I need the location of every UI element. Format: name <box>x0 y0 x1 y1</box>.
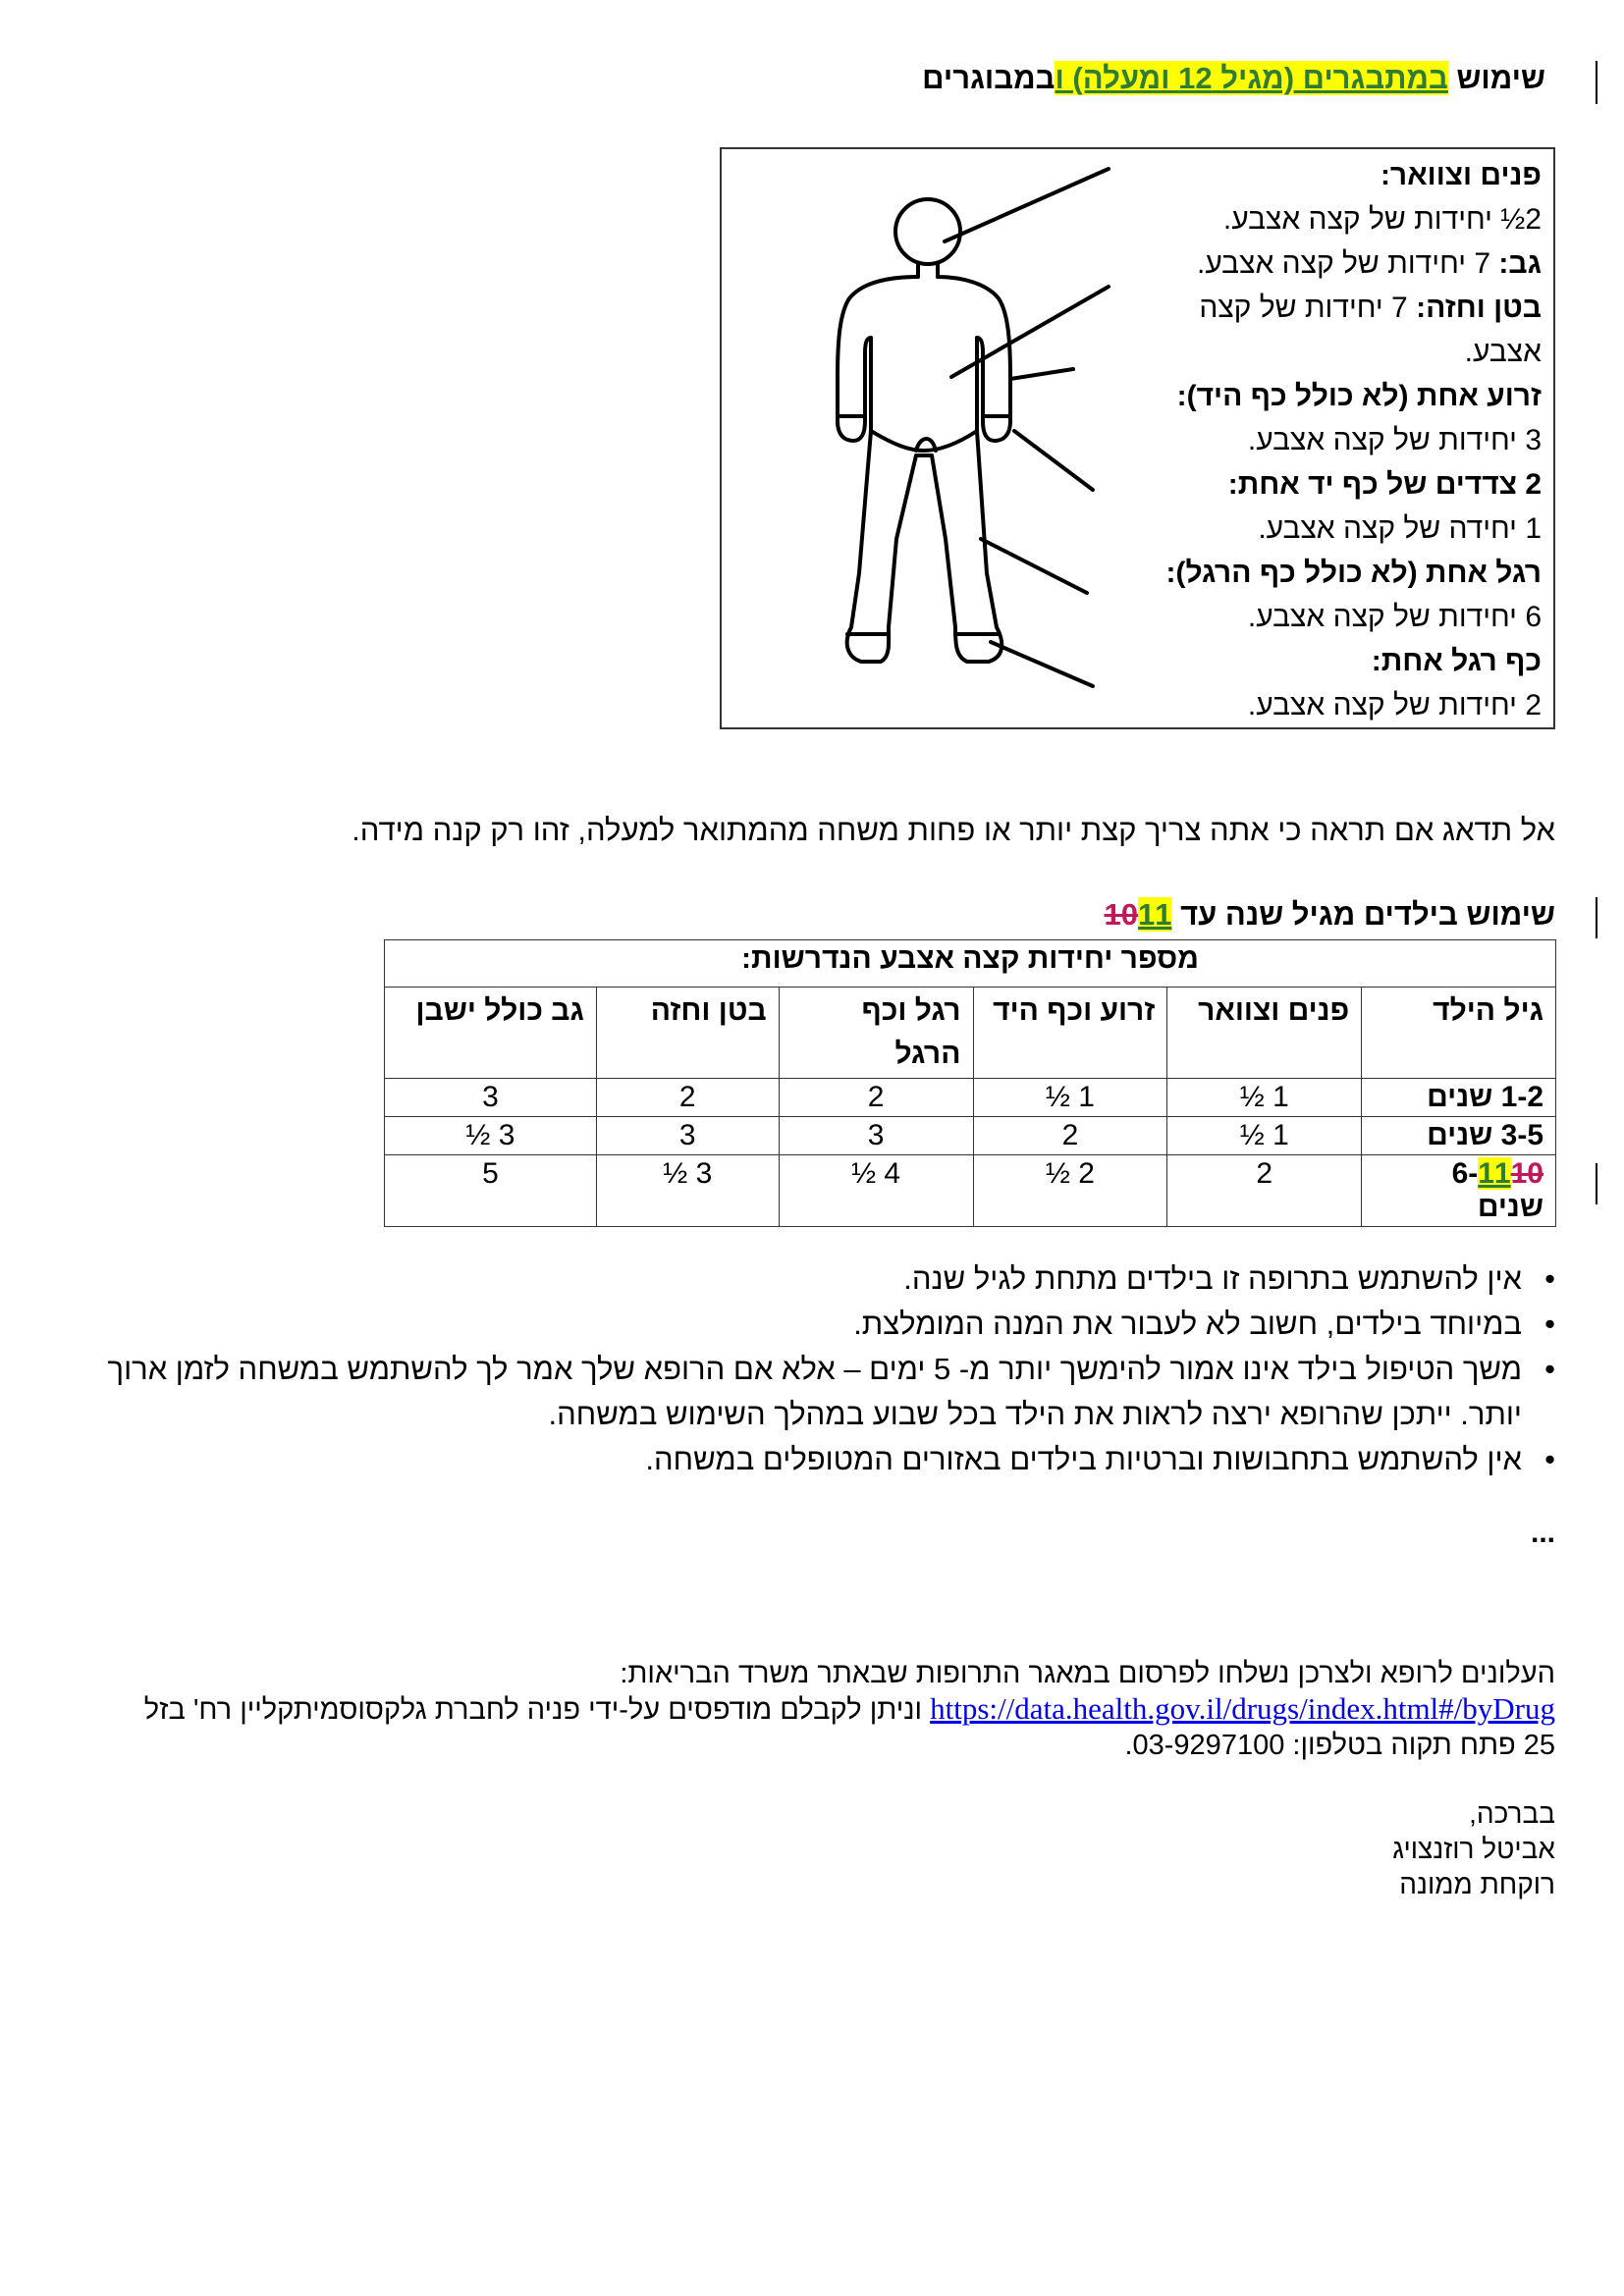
table-header-cell: גב כולל ישבן <box>385 988 597 1079</box>
dose-cell: 3 ½ <box>596 1155 779 1227</box>
warning-item: • אין להשתמש בתרופה זו בילדים מתחת לגיל שנה. <box>63 1256 1555 1302</box>
dose-cell: 3 <box>385 1079 597 1117</box>
table-header-cell: פנים וצוואר <box>1167 988 1362 1079</box>
dose-cell: 1 ½ <box>1167 1079 1362 1117</box>
signer-title: רוקחת ממונה <box>1399 1869 1555 1899</box>
dosage-area-line: רגל אחת (לא כולל כף הרגל): <box>1165 557 1542 589</box>
dosage-by-area-list <box>1129 153 1542 727</box>
warning-item: • משך הטיפול בילד אינו אמור להימשך יותר מ- 5 ימים – אלא אם הרופא שלך אמר לך להשתמש במשחה לזמן ארוך יותר. ייתכן שהרופא ירצה לראות את הילד בכל שבוע במהלך השימוש במשחה. <box>63 1347 1555 1437</box>
table-caption: מספר יחידות קצה אצבע הנדרשות: <box>385 940 1556 988</box>
dosage-area-line: גב: 7 יחידות של קצה אצבע. <box>1196 247 1542 280</box>
dosage-area-line: זרוע אחת (לא כולל כף היד): <box>1176 380 1542 412</box>
dosage-area-line: 6 יחידות של קצה אצבע. <box>1247 601 1542 633</box>
warning-item: • במיוחד בילדים, חשוב לא לעבור את המנה המומלצת. <box>63 1302 1555 1347</box>
greeting: בברכה, <box>1469 1798 1555 1829</box>
table-header-cell: רגל וכף הרגל <box>779 988 973 1079</box>
change-bar <box>1596 61 1597 104</box>
dose-cell: 5 <box>385 1155 597 1227</box>
signoff-block <box>966 1796 1555 1902</box>
dosage-area-line: 1 יחידה של קצה אצבע. <box>1258 512 1542 545</box>
body-figure-illustration <box>724 151 1146 725</box>
dose-cell: 3 <box>596 1117 779 1155</box>
dose-cell: 2 <box>1167 1155 1362 1227</box>
change-bar <box>1596 1163 1597 1204</box>
table-row <box>385 1117 1556 1155</box>
signer-name: אביטל רוזנצויג <box>1392 1834 1555 1864</box>
heading-text: שימוש בילדים מגיל שנה עד <box>1171 897 1555 932</box>
table-header-cell: זרוע וכף היד <box>973 988 1167 1079</box>
table-body <box>385 1079 1556 1227</box>
drug-database-link[interactable]: https://data.health.gov.il/drugs/index.html#/byDrug <box>930 1691 1555 1726</box>
ellipsis: ... <box>1530 1517 1555 1549</box>
change-bar <box>1596 897 1597 938</box>
children-usage-heading <box>672 897 1555 933</box>
inserted-text: במתבגרים (מגיל 12 ומעלה) ו <box>1055 61 1448 95</box>
footer-notice <box>63 1656 1555 1763</box>
dosage-area-line: פנים וצוואר: <box>1380 159 1542 191</box>
age-cell: 3-5 שנים <box>1362 1117 1556 1155</box>
adult-usage-heading <box>367 61 1545 96</box>
dosage-area-line: 2 יחידות של קצה אצבע. <box>1247 689 1542 721</box>
dose-cell: 3 ½ <box>385 1117 597 1155</box>
dose-cell: 2 <box>596 1079 779 1117</box>
dosage-area-line: 2½ יחידות של קצה אצבע. <box>1222 203 1542 236</box>
age-cell: 1-2 שנים <box>1362 1079 1556 1117</box>
table-row <box>385 1079 1556 1117</box>
dose-cell: 2 <box>973 1117 1167 1155</box>
table-row <box>385 1155 1556 1227</box>
dosage-area-line: כף רגל אחת: <box>1371 645 1542 677</box>
dose-cell: 2 ½ <box>973 1155 1167 1227</box>
warning-item: • אין להשתמש בתחבושות וברטיות בילדים באזורים המטופלים במשחה. <box>63 1437 1555 1482</box>
children-warnings-list <box>63 1256 1555 1482</box>
age-cell: 6-1110 שנים <box>1362 1155 1556 1227</box>
table-header-row <box>385 988 1556 1079</box>
table-header-cell: בטן וחזה <box>596 988 779 1079</box>
table-header-cell: גיל הילד <box>1362 988 1556 1079</box>
heading-text: במבוגרים <box>922 61 1056 95</box>
heading-text: שימוש <box>1447 61 1545 95</box>
inserted-text: 11 <box>1137 897 1172 932</box>
dose-cell: 1 ½ <box>1167 1117 1362 1155</box>
dosage-area-line: 3 יחידות של קצה אצבע. <box>1247 424 1542 456</box>
footer-line-2: https://data.health.gov.il/drugs/index.html#/byDrug וניתן לקבלם מודפסים על-ידי פניה לחברת גלקסוסמיתקליין רח' בזל <box>143 1691 1555 1726</box>
dose-cell: 1 ½ <box>973 1079 1167 1117</box>
dosage-area-line: 2 צדדים של כף יד אחת: <box>1227 468 1542 501</box>
dosage-note: אל תדאג אם תראה כי אתה צריך קצת יותר או פחות משחה מהמתואר למעלה, זהו רק קנה מידה. <box>352 813 1555 847</box>
dosage-area-line: בטן וחזה: 7 יחידות של קצה <box>1199 292 1542 324</box>
dose-cell: 4 ½ <box>779 1155 973 1227</box>
children-dosage-table <box>384 939 1556 1227</box>
dosage-area-line: אצבע. <box>1464 336 1542 368</box>
footer-line-3: 25 פתח תקוה בטלפון: 03-9297100. <box>1124 1730 1555 1761</box>
dose-cell: 2 <box>779 1079 973 1117</box>
deleted-text: 10 <box>1104 897 1138 932</box>
dose-cell: 3 <box>779 1117 973 1155</box>
body-diagram-box <box>720 147 1555 729</box>
footer-line-1: העלונים לרופא ולצרכן נשלחו לפרסום במאגר התרופות שבאתר משרד הבריאות: <box>620 1658 1555 1689</box>
